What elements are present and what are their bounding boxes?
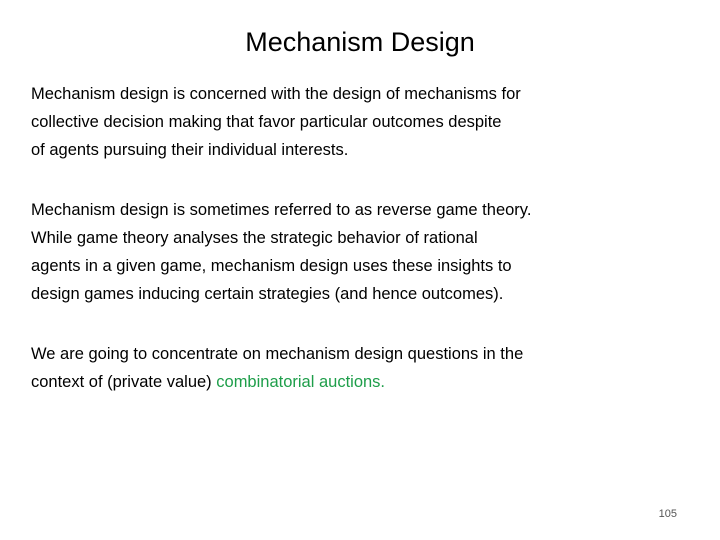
slide-title: Mechanism Design	[245, 27, 475, 57]
paragraph-line: We are going to concentrate on mechanism design questions in the	[31, 345, 524, 363]
paragraph-line-text: context of (private value)	[31, 373, 217, 391]
paragraph-line	[31, 368, 681, 396]
highlighted-term: combinatorial auctions.	[216, 373, 386, 391]
paragraph-line: Mechanism design is sometimes referred to as reverse game theory.	[31, 201, 532, 219]
paragraph-line: Mechanism design is concerned with the design of mechanisms for	[31, 85, 521, 103]
page-number: 105	[658, 508, 677, 520]
paragraph-line: While game theory analyses the strategic behavior of rational	[31, 229, 478, 247]
paragraph-combinatorial-auctions	[31, 340, 681, 396]
paragraph-line: collective decision making that favor particular outcomes despite	[31, 113, 502, 131]
paragraph-line: design games inducing certain strategies (and hence outcomes).	[31, 285, 504, 303]
paragraph-mechanism-design-definition	[31, 80, 681, 164]
paragraph-reverse-game-theory	[31, 196, 681, 308]
paragraph-line: of agents pursuing their individual interests.	[31, 141, 349, 159]
paragraph-line: agents in a given game, mechanism design uses these insights to	[31, 257, 512, 275]
